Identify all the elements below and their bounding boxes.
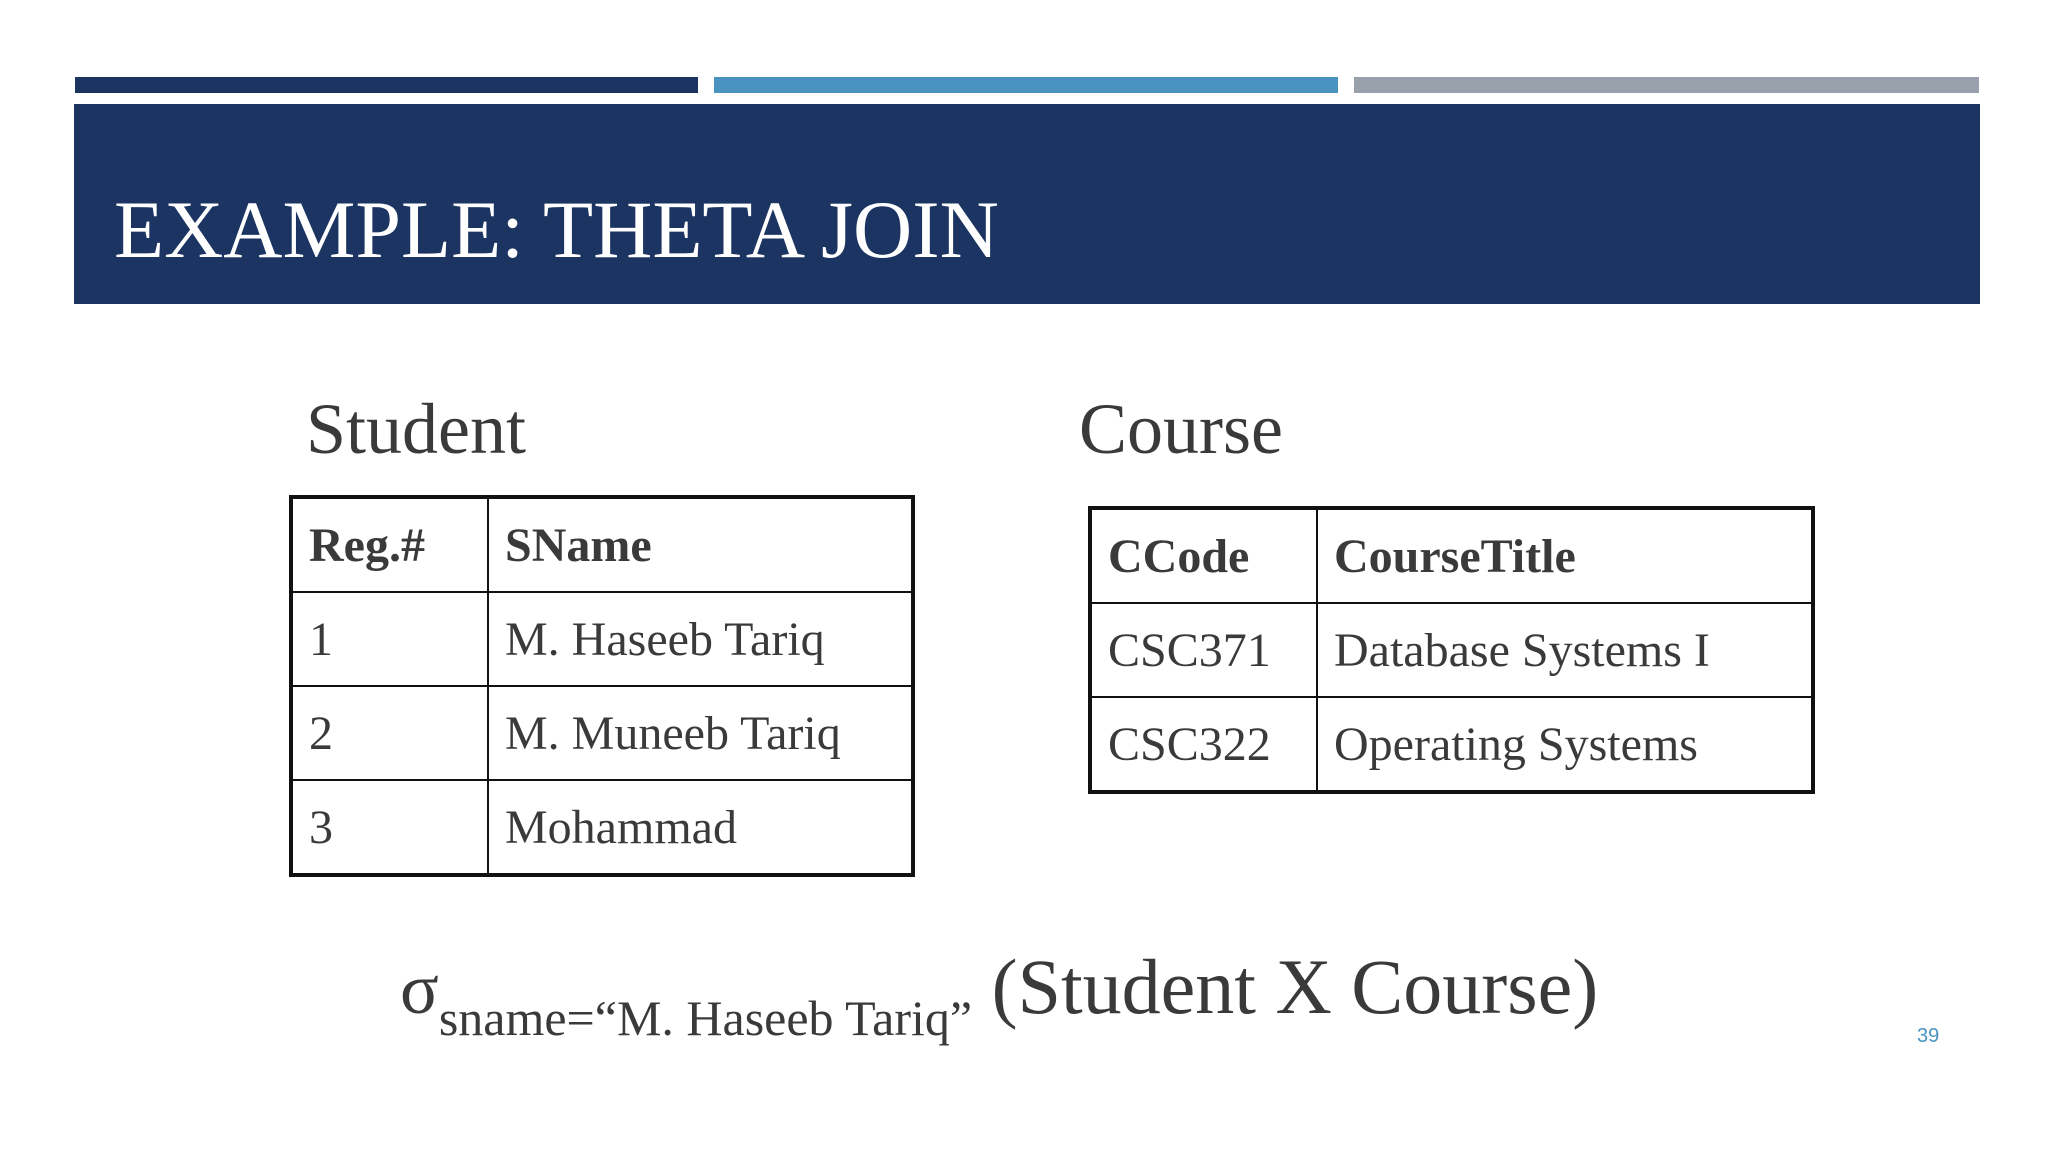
table-cell: Operating Systems <box>1317 697 1813 792</box>
table-cell: 3 <box>291 780 488 875</box>
decor-stripe-dark <box>75 77 698 93</box>
course-table <box>1088 506 1815 794</box>
decor-stripe-gray <box>1354 77 1979 93</box>
selection-condition: sname=“M. Haseeb Tariq” <box>438 990 973 1046</box>
table-header-cell: CourseTitle <box>1317 508 1813 603</box>
student-table-label: Student <box>306 389 527 469</box>
table-header-cell: SName <box>488 497 913 592</box>
decor-stripe-blue <box>714 77 1338 93</box>
table-cell: 1 <box>291 592 488 686</box>
table-header-cell: CCode <box>1090 508 1317 603</box>
table-row <box>291 592 913 686</box>
student-table <box>289 495 915 877</box>
table-cell: M. Haseeb Tariq <box>488 592 913 686</box>
table-cell: 2 <box>291 686 488 780</box>
table-header-row <box>291 497 913 592</box>
table-row <box>1090 603 1813 697</box>
table-cell: M. Muneeb Tariq <box>488 686 913 780</box>
table-cell: Database Systems I <box>1317 603 1813 697</box>
selection-formula <box>400 943 1599 1046</box>
table-cell: CSC322 <box>1090 697 1317 792</box>
table-row <box>291 780 913 875</box>
table-cell: CSC371 <box>1090 603 1317 697</box>
slide-title: EXAMPLE: THETA JOIN <box>114 184 999 275</box>
table-header-cell: Reg.# <box>291 497 488 592</box>
table-cell: Mohammad <box>488 780 913 875</box>
table-header-row <box>1090 508 1813 603</box>
sigma-operator: σ <box>400 949 439 1029</box>
course-table-label: Course <box>1079 389 1283 469</box>
title-bar <box>74 104 1980 304</box>
table-row <box>291 686 913 780</box>
table-row <box>1090 697 1813 792</box>
page-number: 39 <box>1917 1025 1940 1047</box>
relation-expression: (Student X Course) <box>972 943 1599 1030</box>
